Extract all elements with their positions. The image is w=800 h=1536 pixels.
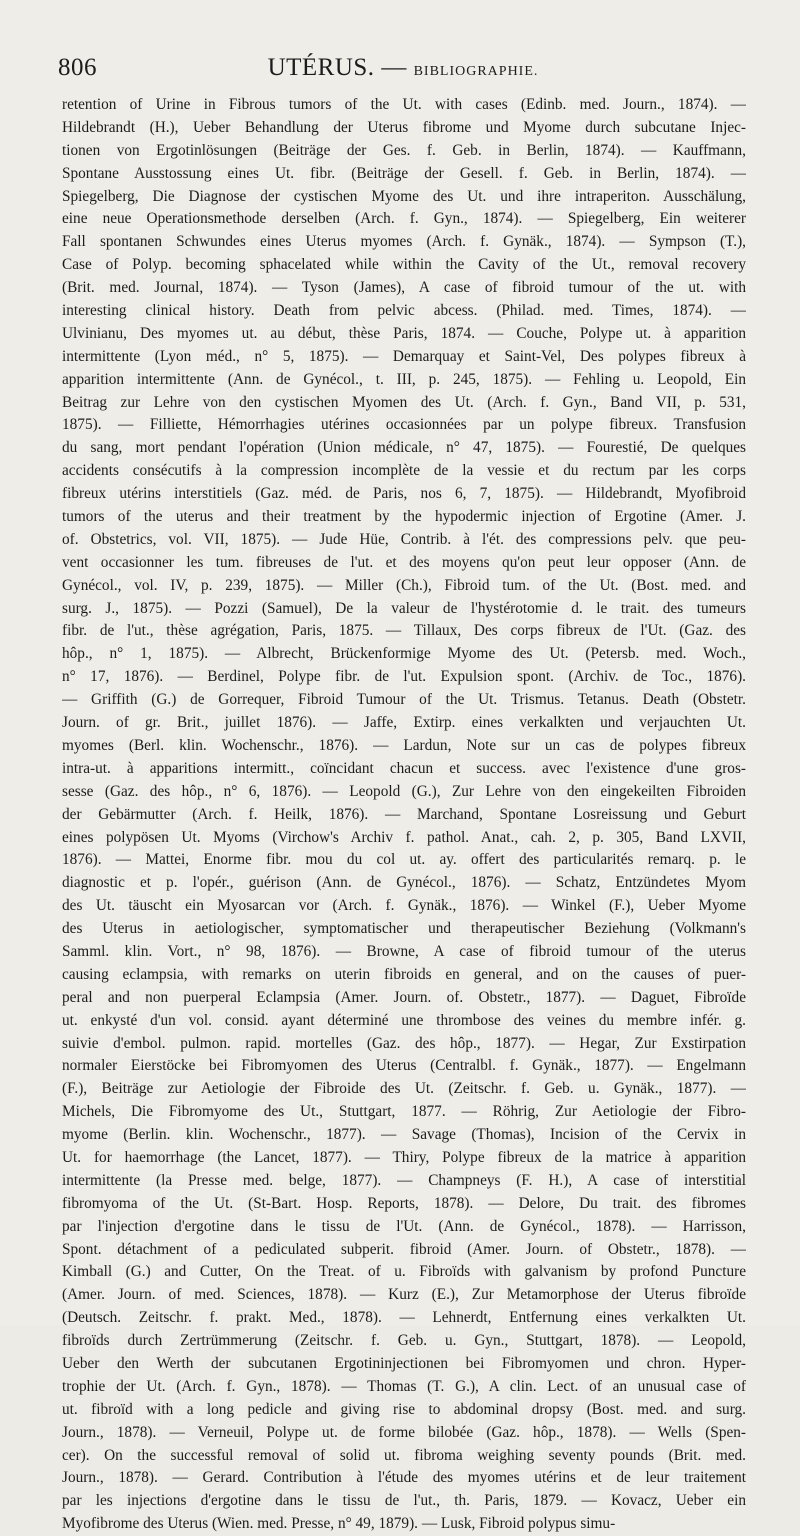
running-title	[58, 54, 748, 82]
text-line: apparition intermittente (Ann. de Gynécol., t. III, p. 245, 1875). — Fehling u. Leopold, Ein	[62, 370, 746, 388]
text-line: (Deutsch. Zeitschr. f. prakt. Med., 1878). — Lehnerdt, Entfernung eines verkalkten Ut.	[62, 1309, 746, 1327]
text-line: Case of Polyp. becoming sphacelated while within the Cavity of the Ut., removal recovery	[62, 256, 746, 274]
text-line: Ueber den Werth der subcutanen Ergotininjectionen bei Fibromyomen und chron. Hyper-	[62, 1354, 746, 1372]
text-line: par les injections d'ergotine dans le tissu de l'ut., th. Paris, 1879. — Kovacz, Ueber ein	[62, 1492, 746, 1510]
section-title: UTÉRUS.	[267, 54, 375, 81]
text-line: (F.), Beiträge zur Aetiologie der Fibroide des Ut. (Zeitschr. f. Geb. u. Gynäk., 1877). —	[62, 1080, 746, 1098]
text-line: fibroïds durch Zertrümmerung (Zeitschr. f. Geb. u. Gyn., Stuttgart, 1878). — Leopold,	[62, 1332, 746, 1350]
running-header	[58, 50, 748, 90]
text-line: cer). On the successful removal of solid ut. fibroma weighing seventy pounds (Brit. med.	[62, 1446, 746, 1464]
text-line: fibr. de l'ut., thèse agrégation, Paris, 1875. — Tillaux, Des corps fibreux de l'Ut. (Gaz. des	[62, 622, 746, 640]
text-line: peral and non puerperal Eclampsia (Amer. Journ. of. Obstetr., 1877). — Daguet, Fibroïde	[62, 988, 746, 1006]
text-line: of. Obstetrics, vol. VII, 1875). — Jude Hüe, Contrib. à l'ét. des compressions pelv. que peu-	[62, 530, 746, 548]
text-line: Michels, Die Fibromyome des Ut., Stuttgart, 1877. — Röhrig, Zur Aetiologie der Fibro-	[62, 1103, 746, 1121]
text-line: Journ. of gr. Brit., juillet 1876). — Jaffe, Extirp. eines verkalkten und verjauchten Ut.	[62, 714, 746, 732]
text-line: normaler Eierstöcke bei Fibromyomen des Uterus (Centralbl. f. Gynäk., 1877). — Engelmann	[62, 1057, 746, 1075]
text-line: Spont. détachment of a pediculated subperit. fibroid (Amer. Journ. of Obstetr., 1878). —	[62, 1240, 746, 1258]
text-line: Myofibrome des Uterus (Wien. med. Presse, n° 49, 1879). — Lusk, Fibroid polypus simu-	[62, 1515, 616, 1533]
text-line: (Brit. med. Journal, 1874). — Tyson (James), A case of fibroid tumour of the ut. with	[62, 279, 746, 297]
text-line: myomes (Berl. klin. Wochenschr., 1876). — Lardun, Note sur un cas de polypes fibreux	[62, 736, 746, 754]
text-line: Hildebrandt (H.), Ueber Behandlung der Uterus fibrome und Myome durch subcutane Injec-	[62, 118, 746, 136]
text-line: des Uterus in aetiologischer, symptomatischer und therapeutischer Beziehung (Volkmann's	[62, 920, 746, 938]
page-number: 806	[58, 54, 97, 81]
text-line: trophie der Ut. (Arch. f. Gyn., 1878). — Thomas (T. G.), A clin. Lect. of an unusual case of	[62, 1377, 746, 1395]
text-line: 1875). — Filliette, Hémorrhagies utérines occasionnées par un polype fibreux. Transfusion	[62, 416, 746, 434]
text-line: hôp., n° 1, 1875). — Albrecht, Brückenformige Myome des Ut. (Petersb. med. Woch.,	[62, 645, 746, 663]
text-line: intra-ut. à apparitions intermitt., coïncidant chacun et success. avec l'existence d'une gros-	[62, 759, 746, 777]
text-line: (Amer. Journ. of med. Sciences, 1878). — Kurz (E.), Zur Metamorphose der Uterus fibroïde	[62, 1286, 746, 1304]
text-line: sesse (Gaz. des hôp., n° 6, 1876). — Leopold (G.), Zur Lehre von den eingekeilten Fibroiden	[62, 782, 746, 800]
text-line: Ulvinianu, Des myomes ut. au début, thèse Paris, 1874. — Couche, Polype ut. à apparition	[62, 324, 746, 342]
text-line: Journ., 1878). — Gerard. Contribution à l'étude des myomes utérins et de leur traitement	[62, 1469, 746, 1487]
text-line: der Gebärmutter (Arch. f. Heilk, 1876). — Marchand, Spontane Losreissung und Geburt	[62, 805, 746, 823]
text-line: interesting clinical history. Death from pelvic abcess. (Philad. med. Times, 1874). —	[62, 302, 746, 320]
text-line: intermittente (Lyon méd., n° 5, 1875). — Demarquay et Saint-Vel, Des polypes fibreux à	[62, 347, 746, 365]
text-line: surg. J., 1875). — Pozzi (Samuel), De la valeur de l'hystérotomie d. le trait. des tumeurs	[62, 599, 746, 617]
text-line: Beitrag zur Lehre von den cystischen Myomen des Ut. (Arch. f. Gyn., Band VII, p. 531,	[62, 393, 746, 411]
text-line: vent occasionner les tum. fibreuses de l'ut. et des moyens qu'on peut leur opposer (Ann. de	[62, 553, 746, 571]
text-line: Journ., 1878). — Verneuil, Polype ut. de forme bilobée (Gaz. hôp., 1878). — Wells (Spen-	[62, 1423, 746, 1441]
text-line: suivie d'embol. pulmon. rapid. mortelles (Gaz. des hôp., 1877). — Hegar, Zur Exstirpation	[62, 1034, 746, 1052]
text-line: ut. enkysté d'un vol. consid. ayant déterminé une thrombose des veines du membre infér. g.	[62, 1011, 746, 1029]
text-line: ut. fibroïd with a long pedicle and giving rise to abdominal dropsy (Bost. med. and surg.	[62, 1400, 746, 1418]
text-line: Fall spontanen Schwundes eines Uterus myomes (Arch. f. Gynäk., 1874). — Sympson (T.),	[62, 233, 746, 251]
text-line: Kimball (G.) and Cutter, On the Treat. of u. Fibroïds with galvanism by profond Puncture	[62, 1263, 746, 1281]
text-line: Samml. klin. Vort., n° 98, 1876). — Browne, A case of fibroid tumour of the uterus	[62, 942, 746, 960]
text-line: Ut. for haemorrhage (the Lancet, 1877). — Thiry, Polype fibreux de la matrice à apparition	[62, 1148, 746, 1166]
text-line: accidents consécutifs à la compression incomplète de la vessie et du rectum par les corps	[62, 462, 746, 480]
text-line: du sang, mort pendant l'opération (Union médicale, n° 47, 1875). — Fourestié, De quelques	[62, 439, 746, 457]
text-line: eine neue Operationsmethode derselben (Arch. f. Gyn., 1874). — Spiegelberg, Ein weiterer	[62, 210, 746, 228]
text-line: eines polypösen Ut. Myoms (Virchow's Archiv f. pathol. Anat., cah. 2, p. 305, Band LXVII,	[62, 828, 746, 846]
text-line: Gynécol., vol. IV, p. 239, 1875). — Miller (Ch.), Fibroid tum. of the Ut. (Bost. med. and	[62, 576, 746, 594]
text-line: retention of Urine in Fibrous tumors of the Ut. with cases (Edinb. med. Journ., 1874). —	[62, 96, 746, 113]
text-line: causing eclampsia, with remarks on uterin fibroids en general, and on the causes of puer-	[62, 965, 746, 983]
text-line: tionen von Ergotinlösungen (Beiträge der Ges. f. Geb. in Berlin, 1874). — Kauffmann,	[62, 141, 746, 159]
text-line: Spontane Ausstossung eines Ut. fibr. (Beiträge der Gesell. f. Geb. in Berlin, 1874). —	[62, 164, 746, 182]
text-line: myome (Berlin. klin. Wochenschr., 1877). — Savage (Thomas), Incision of the Cervix in	[62, 1126, 746, 1144]
text-line: des Ut. täuscht ein Myosarcan vor (Arch. f. Gynäk., 1876). — Winkel (F.), Ueber Myome	[62, 897, 746, 915]
section-subtitle: BIBLIOGRAPHIE.	[413, 64, 539, 79]
text-line: n° 17, 1876). — Berdinel, Polype fibr. de l'ut. Expulsion spont. (Archiv. de Toc., 1876).	[62, 668, 746, 686]
text-line: Spiegelberg, Die Diagnose der cystischen Myome des Ut. und ihre intraperiton. Ausschälung,	[62, 187, 746, 205]
bibliography-text	[62, 94, 746, 1536]
text-line: diagnostic et p. l'opér., guérison (Ann. de Gynécol., 1876). — Schatz, Entzündetes Myom	[62, 874, 746, 892]
title-separator: —	[381, 54, 407, 81]
text-line: — Griffith (G.) de Gorrequer, Fibroid Tumour of the Ut. Trismus. Tetanus. Death (Obstetr.	[62, 691, 746, 709]
text-line: fibreux utérins interstitiels (Gaz. méd. de Paris, nos 6, 7, 1875). — Hildebrandt, Myofibroid	[62, 485, 746, 503]
text-line: tumors of the uterus and their treatment by the hypodermic injection of Ergotine (Amer. J.	[62, 508, 746, 526]
text-line: par l'injection d'ergotine dans le tissu de l'Ut. (Ann. de Gynécol., 1878). — Harrisson,	[62, 1217, 746, 1235]
text-line: intermittente (la Presse med. belge, 1877). — Champneys (F. H.), A case of interstitial	[62, 1171, 746, 1189]
text-line: fibromyoma of the Ut. (St-Bart. Hosp. Reports, 1878). — Delore, Du trait. des fibromes	[62, 1194, 746, 1212]
text-line: 1876). — Mattei, Enorme fibr. mou du col ut. ay. offert des particularités remarq. p. le	[62, 851, 746, 869]
